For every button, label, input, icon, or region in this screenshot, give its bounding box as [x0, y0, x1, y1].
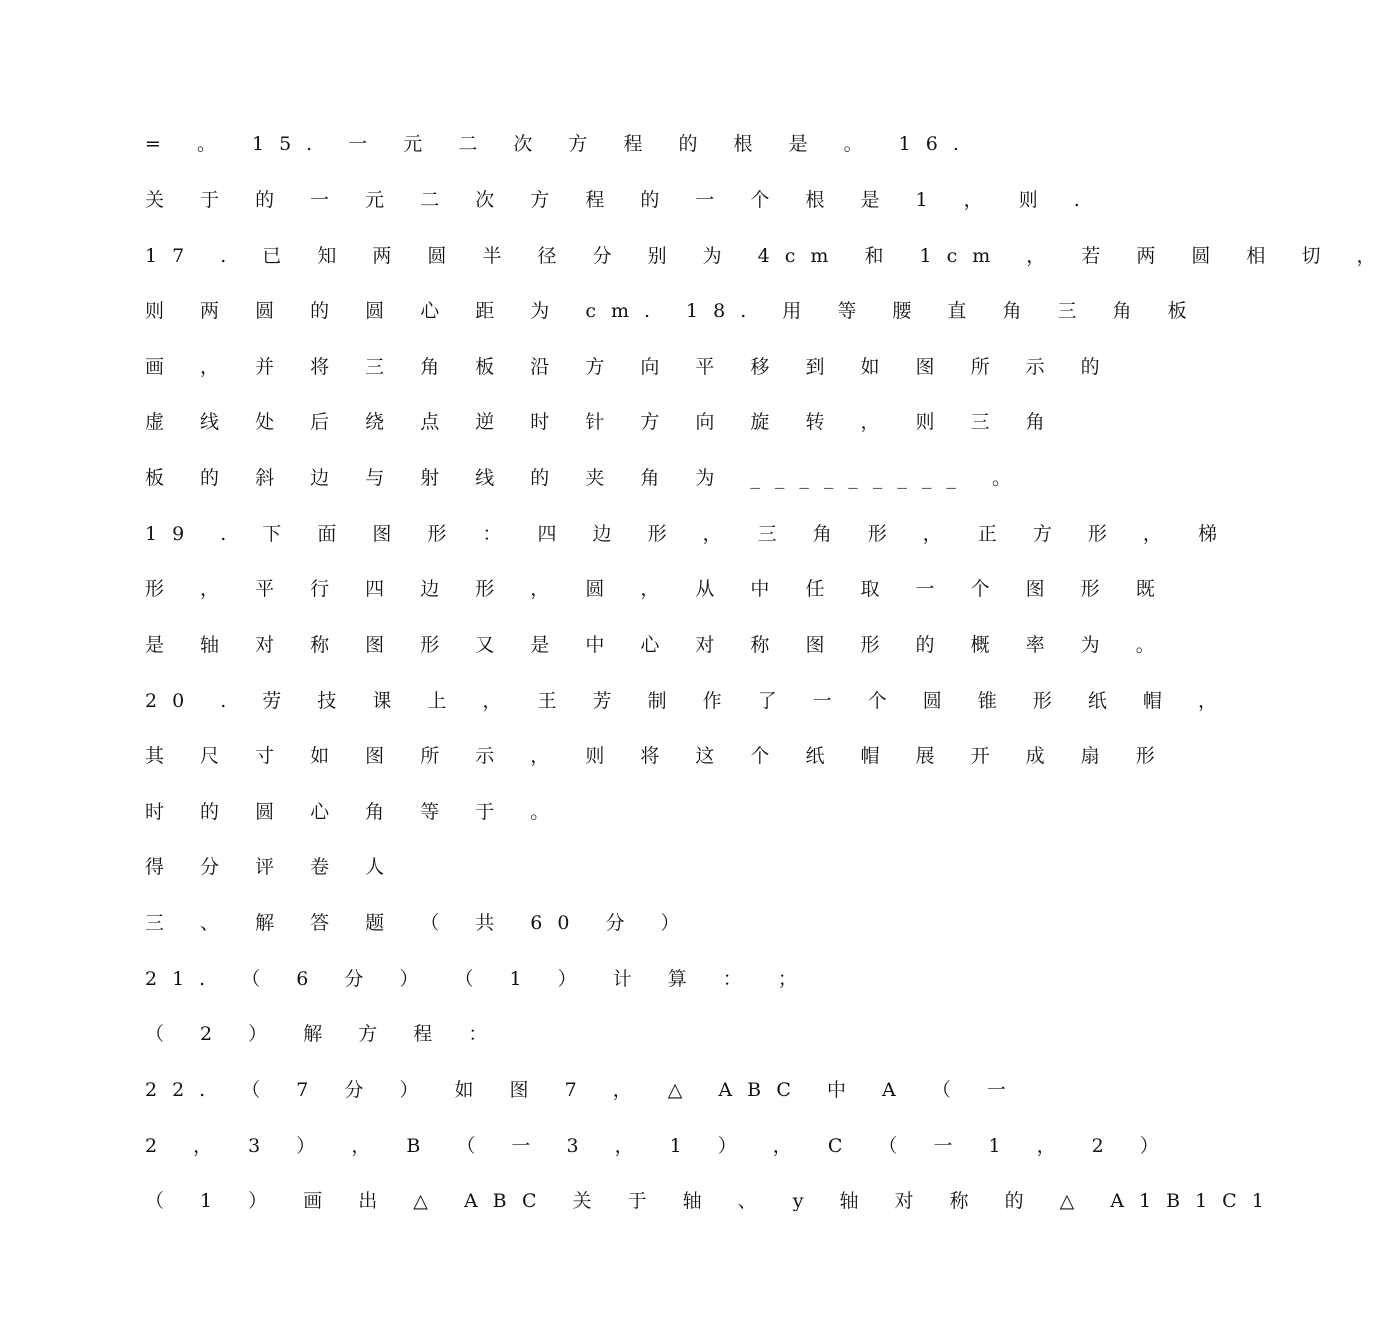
text-line-5: 画 ， 并 将 三 角 板 沿 方 向 平 移 到 如 图 所 示 的 [145, 356, 1115, 378]
text-line-19: 2 ， 3 ） ， B （ 一 3 ， 1 ） ， C （ 一 1 ， 2 ） [145, 1135, 1174, 1157]
text-line-14: 得 分 评 卷 人 [145, 856, 400, 878]
text-line-9: 形 ， 平 行 四 边 形 ， 圆 ， 从 中 任 取 一 个 图 形 既 [145, 578, 1170, 600]
text-line-12: 其 尺 寸 如 图 所 示 ， 则 将 这 个 纸 帽 展 开 成 扇 形 [145, 745, 1170, 767]
text-line-20: （ 1 ） 画 出 △ ABC 关 于 轴 、 y 轴 对 称 的 △ A1B1C1 [145, 1190, 1279, 1212]
text-line-3: 17 . 已 知 两 圆 半 径 分 别 为 4cm 和 1cm ， 若 两 圆 相 切 ， [145, 245, 1391, 267]
text-line-4: 则 两 圆 的 圆 心 距 为 cm. 18. 用 等 腰 直 角 三 角 板 [145, 300, 1202, 322]
text-line-11: 20 . 劳 技 课 上 ， 王 芳 制 作 了 一 个 圆 锥 形 纸 帽 ， [145, 690, 1232, 712]
text-line-10: 是 轴 对 称 图 形 又 是 中 心 对 称 图 形 的 概 率 为 。 [145, 634, 1170, 656]
text-line-17: （ 2 ） 解 方 程 ： [145, 1023, 503, 1045]
text-line-8: 19 . 下 面 图 形 ： 四 边 形 ， 三 角 形 ， 正 方 形 ， 梯 [145, 523, 1232, 545]
text-line-6: 虚 线 处 后 绕 点 逆 时 针 方 向 旋 转 ， 则 三 角 [145, 411, 1060, 433]
text-line-13: 时 的 圆 心 角 等 于 。 [145, 801, 565, 823]
text-line-16: 21. （ 6 分 ） （ 1 ） 计 算 ： ； [145, 968, 812, 990]
text-line-2: 关 于 的 一 元 二 次 方 程 的 一 个 根 是 1 ， 则 . [145, 189, 1095, 211]
text-line-18: 22. （ 7 分 ） 如 图 7 ， △ ABC 中 A （ 一 [145, 1079, 1021, 1101]
text-line-15: 三 、 解 答 题 （ 共 60 分 ） [145, 912, 695, 934]
text-line-1: = 。 15. 一 元 二 次 方 程 的 根 是 。 16. [145, 133, 974, 155]
text-line-7: 板 的 斜 边 与 射 线 的 夹 角 为 _________ 。 [145, 467, 1026, 489]
